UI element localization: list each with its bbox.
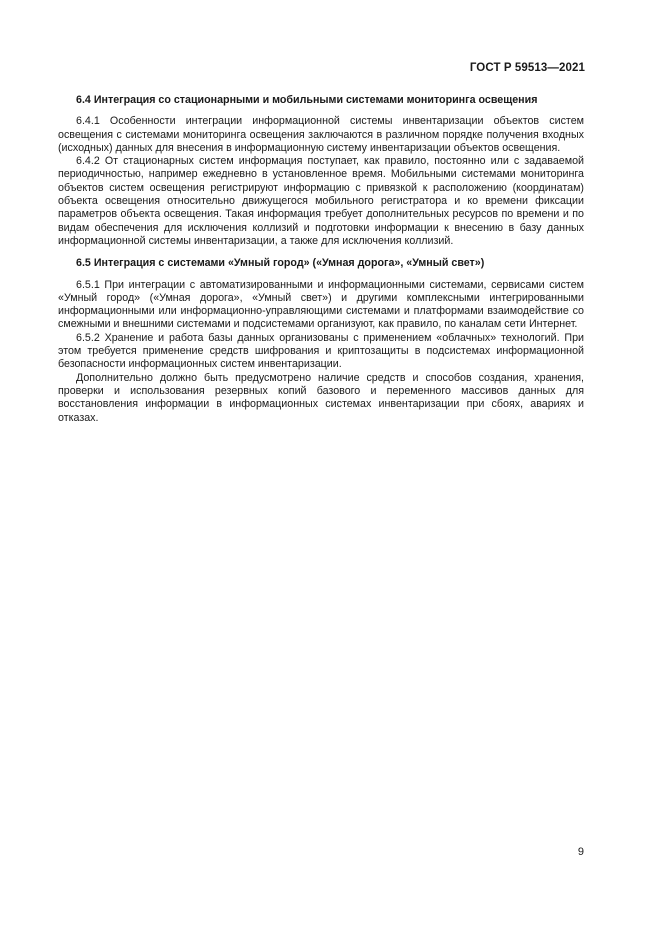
page-number: 9 <box>577 846 584 858</box>
paragraph-6-4-1: 6.4.1 Особенности интеграции информационной системы инвентаризации объектов систем освещения с системами мониторинга освещения заключаются в различном порядке получения входных (исходных) данных для внесения в информационную систему инвентаризации объектов освещения. <box>58 115 584 154</box>
section-heading-6-5: 6.5 Интеграция с системами «Умный город» («Умная дорога», «Умный свет») <box>76 257 485 270</box>
paragraph-additional: Дополнительно должно быть предусмотрено наличие средств и способов создания, хранения, проверки и использования резервных копий базового и переменного массивов данных для восстановления информации в информационных системах инвентаризации при сбоях, авариях и отказах. <box>58 371 584 424</box>
section-spacer <box>58 248 584 257</box>
paragraph-6-4-2: 6.4.2 От стационарных систем информация поступает, как правило, постоянно или с задаваемой периодичностью, например ежедневно в установленное время. Мобильными системами мониторинга объектов систем освещения регистрируют информацию с привязкой к расположению (координатам) объекта освещения относительно движущегося мобильного регистратора и ко времени фиксации параметров объекта освещения. Такая информация требует дополнительных ресурсов по времени и по видам обеспечения для исключения коллизий и подготовки информации к внесению в базу данных информационной системы инвентаризации, а также для исключения коллизий. <box>58 155 584 247</box>
document-body <box>58 94 584 425</box>
document-header: ГОСТ Р 59513—2021 <box>469 62 585 74</box>
paragraph-6-5-2: 6.5.2 Хранение и работа базы данных организованы с применением «облачных» технологий. При этом требуется применение средств шифрования и криптозащиты в подсистемах информационной безопасности информационных систем инвентаризации. <box>58 331 584 371</box>
section-heading-6-4: 6.4 Интеграция со стационарными и мобильными системами мониторинга освещения <box>76 94 538 106</box>
paragraph-6-5-1: 6.5.1 При интеграции с автоматизированными и информационными системами, сервисами систем «Умный город» («Умная дорога», «Умный свет») и другими комплексными интегрированными информационными или информационно-управляющими системами и платформами взаимодействие со смежными и внешними системами и подсистемами организуют, как правило, по каналам сети Интернет. <box>58 278 584 331</box>
